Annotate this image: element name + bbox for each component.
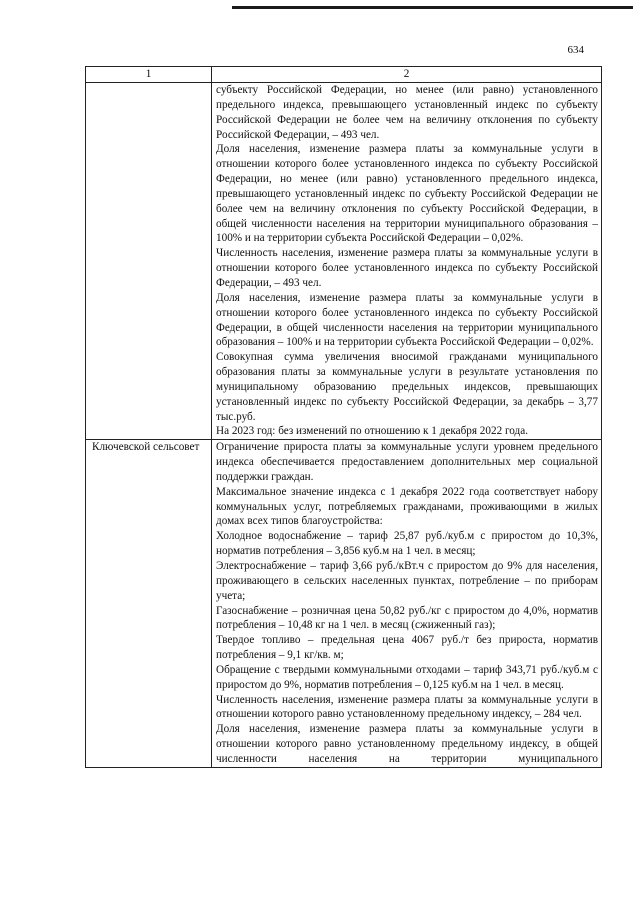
paragraph: Обращение с твердыми коммунальными отходами – тариф 343,71 руб./куб.м с приростом до 9%, норматив потребления – 0,125 куб.м на 1 чел. в месяц. [216, 663, 598, 691]
paragraph: Максимальное значение индекса с 1 декабря 2022 года соответствует набору коммунальных услуг, потребляемых гражданами, проживающими в жилых домах всех типов благоустройства: [216, 485, 598, 528]
paragraph: Совокупная сумма увеличения вносимой гражданами муниципального образования платы за коммунальные услуги в результате установления по муниципальному образованию предельных индексов, превышающих установленный индекс по субъекту Российской Федерации, за декабрь – 3,77 тыс.руб. [216, 351, 598, 423]
document-table [85, 66, 602, 768]
paragraph: Доля населения, изменение размера платы за коммунальные услуги в отношении которого равно установленному предельному индексу, в общей численности населения на территории муниципального [216, 723, 598, 765]
table-row [86, 440, 602, 768]
page-number: 634 [567, 44, 584, 56]
paragraph: Ограничение прироста платы за коммунальные услуги уровнем предельного индекса обеспечивается предоставлением дополнительных мер социальной поддержки граждан. [216, 441, 598, 483]
paragraph: Доля населения, изменение размера платы за коммунальные услуги в отношении которого более установленного индекса по субъекту Российской Федерации, но менее (или равно) установленного предельного индекса, превышающего установленный индекс по субъекту Российской Федерации не более чем на величину отклонения по субъекту Российской Федерации, в общей численности населения на территории муниципального образования – 100% и на территории субъекта Российской Федерации – 0,02%. [216, 143, 598, 245]
municipality-cell [86, 83, 212, 440]
table-row [86, 83, 602, 440]
table-header-cell: 1 [86, 67, 212, 83]
paragraph: Газоснабжение – розничная цена 50,82 руб./кг с приростом до 4,0%, норматив потребления – 10,48 кг на 1 чел. в месяц (сжиженный газ); [216, 604, 598, 632]
table-header-cell: 2 [212, 67, 602, 83]
paragraph: Доля населения, изменение размера платы за коммунальные услуги в отношении которого более установленного индекса по субъекту Российской Федерации, в общей численности населения на территории муниципального образования – 100% и на территории субъекта Российской Федерации – 0,02%. [216, 291, 598, 349]
paragraph: субъекту Российской Федерации, но менее (или равно) установленного предельного индекса, превышающего установленный индекс по субъекту Российской Федерации не более чем на величину отклонения по субъекту Российской Федерации, – 493 чел. [216, 84, 598, 141]
table-header-row [86, 67, 602, 83]
description-cell [212, 440, 602, 768]
paragraph: Твердое топливо – предельная цена 4067 руб./т без прироста, норматив потребления – 9,1 кг/кв. м; [216, 634, 598, 662]
paragraph: Холодное водоснабжение – тариф 25,87 руб./куб.м с приростом до 10,3%, норматив потребления – 3,856 куб.м на 1 чел. в месяц; [216, 530, 598, 558]
paragraph: Численность населения, изменение размера платы за коммунальные услуги в отношении которого равно установленному предельному индексу, – 284 чел. [216, 693, 598, 721]
top-decorative-rule [232, 6, 633, 9]
paragraph: Электроснабжение – тариф 3,66 руб./кВт.ч с приростом до 9% для населения, проживающего в сельских населенных пунктах, потребление – по приборам учета; [216, 560, 598, 602]
paragraph: На 2023 год: без изменений по отношению к 1 декабря 2022 года. [216, 425, 529, 438]
municipality-cell: Ключевской сельсовет [86, 440, 212, 768]
description-cell [212, 83, 602, 440]
paragraph: Численность населения, изменение размера платы за коммунальные услуги в отношении которого более установленного индекса по субъекту Российской Федерации, – 493 чел. [216, 247, 598, 289]
